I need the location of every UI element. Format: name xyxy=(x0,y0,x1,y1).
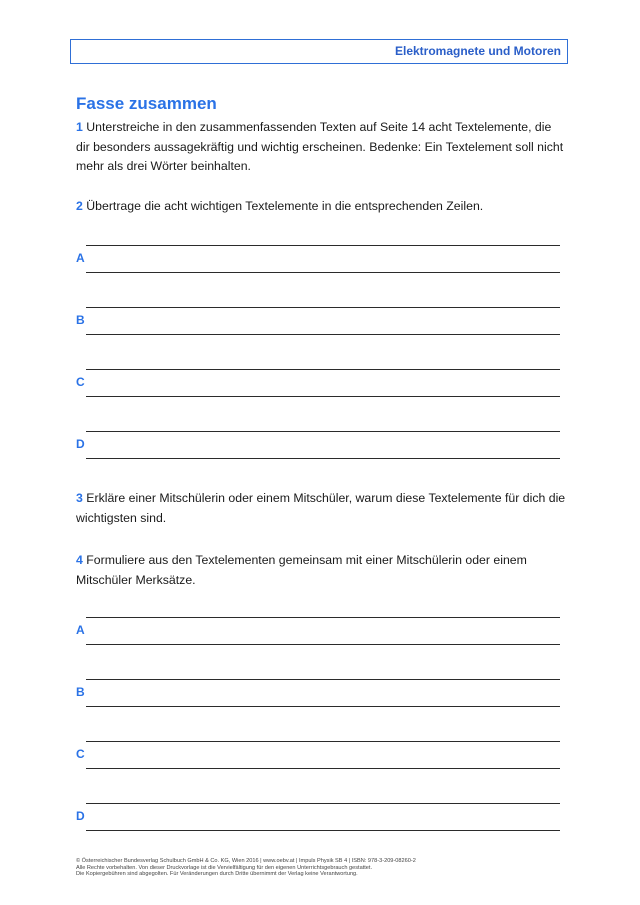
answer-label: A xyxy=(76,623,85,637)
answer-line[interactable] xyxy=(86,830,560,831)
task-text: Formuliere aus den Textelementen gemeinsam mit einer Mitschülerin oder einem Mitschüler Merksätze. xyxy=(76,553,527,587)
footer-rights: Alle Rechte vorbehalten. Von dieser Druckvorlage ist die Vervielfältigung für den eigenen Unterrichtsgebrauch gestattet. xyxy=(76,864,373,871)
answer-pair-b xyxy=(0,679,640,709)
answer-pair-c xyxy=(0,741,640,771)
answer-line[interactable] xyxy=(86,679,560,680)
answer-line[interactable] xyxy=(86,396,560,397)
answer-line[interactable] xyxy=(86,369,560,370)
answer-pair-c xyxy=(0,369,640,399)
footer-copyright: © Österreichischer Bundesverlag Schulbuch GmbH & Co. KG, Wien 2016 | www.oebv.at | Impuls Physik SB 4 | ISBN: 978-3-209-08260-2 xyxy=(76,858,416,864)
answer-line[interactable] xyxy=(86,803,560,804)
answer-pair-b xyxy=(0,307,640,337)
answer-line[interactable] xyxy=(86,245,560,246)
task-text: Erkläre einer Mitschülerin oder einem Mitschüler, warum diese Textelemente für dich die wichtigsten sind. xyxy=(76,491,566,525)
footer xyxy=(76,858,576,878)
answer-line[interactable] xyxy=(86,272,560,273)
task-number: 1 xyxy=(76,120,83,134)
answer-line[interactable] xyxy=(86,431,560,432)
answer-label: D xyxy=(76,437,85,451)
answer-label: A xyxy=(76,251,85,265)
answer-label: C xyxy=(76,375,85,389)
answer-label: B xyxy=(76,313,85,327)
task-1 xyxy=(76,118,566,177)
answer-line[interactable] xyxy=(86,741,560,742)
answer-line[interactable] xyxy=(86,768,560,769)
answer-label: C xyxy=(76,747,85,761)
page-title: Fasse zusammen xyxy=(76,94,217,113)
footer-fees: Die Kopiergebühren sind abgegolten. Für Veränderungen durch Dritte übernimmt der Verlag keine Verantwortung. xyxy=(76,871,358,878)
task-2 xyxy=(76,197,566,217)
task-number: 2 xyxy=(76,199,83,213)
answer-label: B xyxy=(76,685,85,699)
answer-line[interactable] xyxy=(86,458,560,459)
task-number: 3 xyxy=(76,491,83,505)
answer-line[interactable] xyxy=(86,334,560,335)
answer-line[interactable] xyxy=(86,307,560,308)
task-text: Übertrage die acht wichtigen Textelemente in die entsprechenden Zeilen. xyxy=(86,199,484,213)
answer-pair-a xyxy=(0,245,640,275)
answer-pair-a xyxy=(0,617,640,647)
task-text: Unterstreiche in den zusammenfassenden Texten auf Seite 14 acht Textelemente, die dir besonders aussagekräftig und wichtig erscheinen. Bedenke: Ein Textelement soll nicht mehr als drei Wörter beinhalten. xyxy=(76,120,564,173)
answer-line[interactable] xyxy=(86,706,560,707)
header-title: Elektromagnete und Motoren xyxy=(394,44,561,58)
answer-pair-d xyxy=(0,803,640,833)
header-box xyxy=(70,39,568,64)
answer-line[interactable] xyxy=(86,617,560,618)
answer-pair-d xyxy=(0,431,640,461)
answer-line[interactable] xyxy=(86,644,560,645)
task-3 xyxy=(76,489,566,528)
answer-label: D xyxy=(76,809,85,823)
task-number: 4 xyxy=(76,553,83,567)
task-4 xyxy=(76,551,566,590)
